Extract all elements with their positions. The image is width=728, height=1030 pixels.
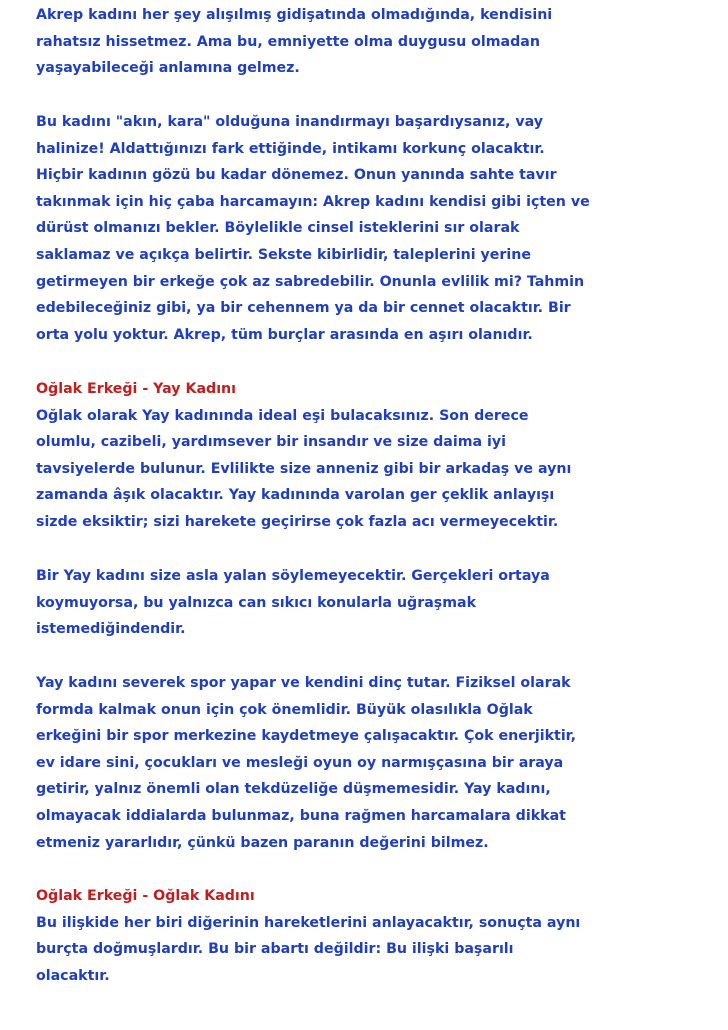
text-line: Akrep kadını her şey alışılmış gidişatında olmadığında, kendisini [36,7,553,23]
section-capricorn-capricorn [36,883,580,989]
text-line: etmeniz yararlıdır, çünkü bazen paranın değerini bilmez. [36,834,489,851]
paragraph-sagittarius-sport [36,670,576,856]
text-line: saklamaz ve açıkça belirtir. Sekste kibirlidir, taleplerini yerine [36,246,531,263]
text-line: Oğlak olarak Yay kadınında ideal eşi bulacaksınız. Son derece [36,407,529,424]
text-line: Hiçbir kadının gözü bu kadar dönemez. Onun yanında sahte tavır [36,167,557,184]
text-line: Bu kadını "akın, kara" olduğuna inandırmayı başardıysanız, vay [36,114,543,130]
text-line: zamanda âşık olacaktır. Yay kadınında varolan ger çeklik anlayışı [36,487,555,504]
text-line: olacaktır. [36,967,110,984]
paragraph-scorpio-loyalty [36,109,590,348]
text-line: olumlu, cazibeli, yardımsever bir insandır ve size daima iyi [36,434,507,451]
paragraph-sagittarius-honesty [36,563,550,643]
text-line: olmayacak iddialarda bulunmaz, buna rağmen harcamalara dikkat [36,807,566,824]
text-line: getirmeyen bir erkeğe çok az sabredebilir. Onunla evlilik mi? Tahmin [36,273,585,290]
text-line: halinize! Aldattığınızı fark ettiğinde, intikamı korkunç olacaktır. [36,140,545,157]
text-line: getirir, yalnız önemli olan tekdüzeliğe düşmemesidir. Yay kadını, [36,781,551,798]
section-heading: Oğlak Erkeği - Oğlak Kadını [36,888,255,904]
text-line: Yay kadını severek spor yapar ve kendini dinç tutar. Fiziksel olarak [36,675,571,691]
text-line: takınmak için hiç çaba harcamayın: Akrep kadını kendisi gibi içten ve [36,193,590,210]
text-line: dürüst olmanızı bekler. Böylelikle cinsel isteklerini sır olarak [36,220,520,237]
text-line: burçta doğmuşlardır. Bu bir abartı değildir: Bu ilişki başarılı [36,941,514,958]
text-line: formda kalmak onun için çok önemlidir. Büyük olasılıkla Oğlak [36,701,533,718]
section-heading: Oğlak Erkeği - Yay Kadını [36,381,237,397]
text-line: ev idare sini, çocukları ve mesleği oyun oy narmışçasına bir araya [36,754,564,771]
text-line: erkeğini bir spor merkezine kaydetmeye çalışacaktır. Çok enerjiktir, [36,728,576,745]
text-line: sizde eksiktir; sizi harekete geçirirse çok fazla acı vermeyecektir. [36,513,559,530]
text-line: rahatsız hissetmez. Ama bu, emniyette olma duygusu olmadan [36,33,540,50]
text-line: Bu ilişkide her biri diğerinin hareketlerini anlayacaktır, sonuçta aynı [36,914,581,931]
text-line: koymuyorsa, bu yalnızca can sıkıcı konularla uğraşmak [36,594,477,611]
text-line: tavsiyelerde bulunur. Evlilikte size anneniz gibi bir arkadaş ve aynı [36,460,572,477]
paragraph-scorpio-comfort [36,2,552,82]
text-line: Bir Yay kadını size asla yalan söylemeyecektir. Gerçekleri ortaya [36,568,550,584]
text-line: edebileceğiniz gibi, ya bir cehennem ya da bir cennet olacaktır. Bir [36,300,571,317]
text-line: orta yolu yoktur. Akrep, tüm burçlar arasında en aşırı olanıdır. [36,326,533,343]
text-line: istemediğindendir. [36,621,186,638]
section-capricorn-sagittarius [36,376,571,536]
text-line: yaşayabileceği anlamına gelmez. [36,60,300,77]
